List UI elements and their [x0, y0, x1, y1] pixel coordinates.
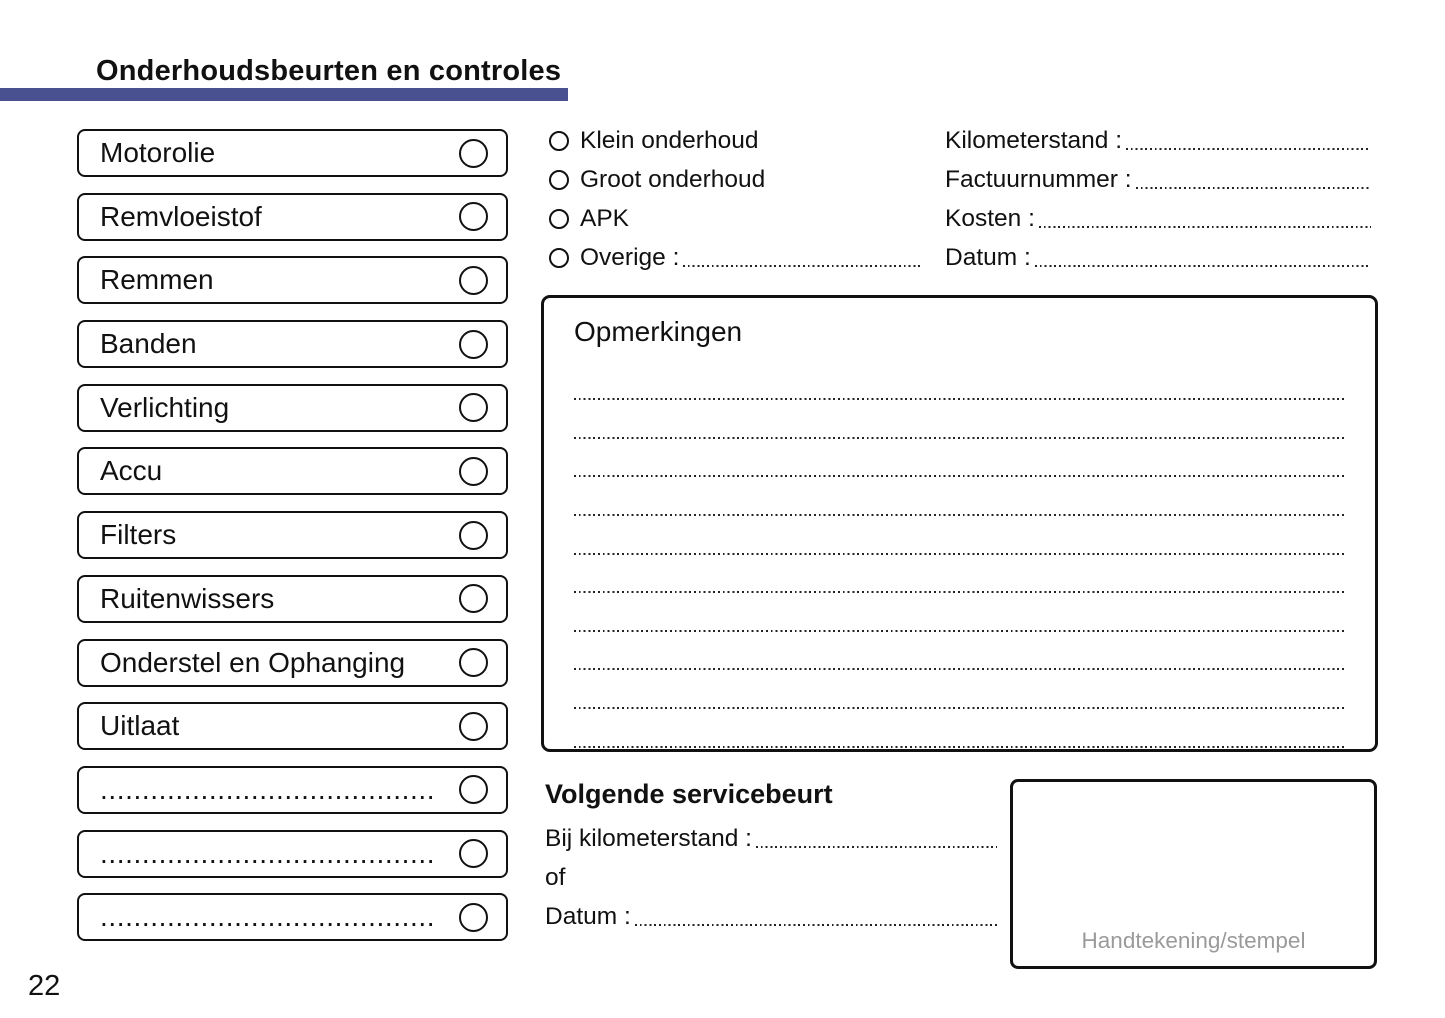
remarks-line	[574, 632, 1345, 671]
service-type-label: Klein onderhoud	[580, 126, 759, 154]
checklist-row-blank	[77, 766, 508, 814]
checklist-row	[77, 384, 508, 432]
remarks-title: Opmerkingen	[574, 316, 743, 347]
remarks-lines	[574, 362, 1345, 748]
checklist-row-blank	[77, 830, 508, 878]
checklist-row	[77, 320, 508, 368]
next-service-title: Volgende servicebeurt	[545, 779, 833, 809]
service-detail-field	[945, 167, 1371, 192]
remarks-line	[574, 671, 1345, 710]
radio-circle-icon	[549, 248, 569, 268]
radio-circle-icon	[549, 131, 569, 151]
check-circle-icon	[459, 393, 488, 422]
service-type-label: Groot onderhoud	[580, 165, 766, 193]
checklist-item-label: Uitlaat	[100, 710, 180, 742]
checklist-item-label: Remvloeistof	[100, 200, 262, 232]
next-service-date-field	[545, 902, 997, 932]
check-circle-icon	[459, 839, 488, 868]
checklist-item-blank-dots: ........................................	[100, 773, 436, 805]
checklist-item-label: Accu	[100, 455, 163, 487]
checklist-row	[77, 639, 508, 687]
check-circle-icon	[459, 202, 488, 231]
checklist-item-label: Onderstel en Ophanging	[100, 646, 406, 678]
check-circle-icon	[459, 330, 488, 359]
radio-circle-icon	[549, 170, 569, 190]
next-service-or-label: of	[545, 864, 566, 891]
checklist-row	[77, 447, 508, 495]
service-type-label: APK	[580, 204, 630, 232]
checklist-row	[77, 129, 508, 177]
service-detail-field	[945, 128, 1371, 153]
checklist-item-label: Remmen	[100, 264, 214, 296]
check-circle-icon	[459, 266, 488, 295]
dotted-fill-line	[683, 245, 921, 270]
field-label: Kosten :	[945, 204, 1035, 232]
checklist-item-label: Verlichting	[100, 391, 230, 423]
next-service-section	[545, 779, 997, 932]
page-number: 22	[28, 970, 61, 1002]
checklist-item-label: Banden	[100, 328, 197, 360]
radio-circle-icon	[549, 209, 569, 229]
dotted-fill-line	[1039, 206, 1371, 231]
checklist-row-blank	[77, 893, 508, 941]
checklist-row	[77, 511, 508, 559]
checklist-item-label: Motorolie	[100, 137, 216, 168]
checklist-row	[77, 256, 508, 304]
remarks-line	[574, 516, 1345, 555]
remarks-line	[574, 709, 1345, 748]
checklist-item-blank-dots: ........................................	[100, 837, 436, 869]
field-label: Kilometerstand :	[945, 126, 1123, 154]
dotted-fill-line	[1126, 128, 1371, 153]
service-type-option	[549, 128, 921, 153]
dotted-fill-line	[1136, 167, 1371, 192]
service-type-label: Overige :	[580, 243, 680, 271]
check-circle-icon	[459, 521, 488, 550]
checklist-row	[77, 702, 508, 750]
dotted-fill-line	[1035, 245, 1371, 270]
field-label: Factuurnummer :	[945, 165, 1132, 193]
remarks-line	[574, 594, 1345, 633]
check-circle-icon	[459, 648, 488, 677]
check-circle-icon	[459, 139, 488, 168]
service-type-option	[549, 206, 921, 231]
service-type-option-other	[549, 245, 921, 270]
maintenance-checklist	[77, 129, 508, 941]
remarks-line	[574, 362, 1345, 401]
page-title: Onderhoudsbeurten en controles	[96, 55, 562, 87]
remarks-box	[541, 295, 1378, 752]
field-label: Bij kilometerstand :	[545, 825, 752, 852]
checklist-item-blank-dots: ........................................	[100, 901, 436, 933]
checklist-item-label: Filters	[100, 519, 177, 551]
service-detail-field	[945, 206, 1371, 231]
checklist-row	[77, 575, 508, 623]
remarks-line	[574, 401, 1345, 440]
service-detail-fields	[945, 128, 1371, 270]
service-type-options	[549, 128, 921, 270]
field-label: Datum :	[545, 903, 631, 930]
signature-box	[1010, 779, 1377, 969]
title-underline-bar	[0, 88, 568, 101]
check-circle-icon	[459, 903, 488, 932]
service-detail-field	[945, 245, 1371, 270]
next-service-km-field	[545, 824, 997, 854]
signature-label: Handtekening/stempel	[1081, 928, 1306, 953]
check-circle-icon	[459, 775, 488, 804]
remarks-line	[574, 478, 1345, 517]
dotted-fill-line	[635, 905, 997, 930]
field-label: Datum :	[945, 243, 1031, 271]
remarks-line	[574, 439, 1345, 478]
checklist-row	[77, 193, 508, 241]
check-circle-icon	[459, 584, 488, 613]
remarks-line	[574, 555, 1345, 594]
service-type-option	[549, 167, 921, 192]
check-circle-icon	[459, 712, 488, 741]
check-circle-icon	[459, 457, 488, 486]
checklist-item-label: Ruitenwissers	[100, 582, 275, 614]
dotted-fill-line	[756, 827, 997, 852]
